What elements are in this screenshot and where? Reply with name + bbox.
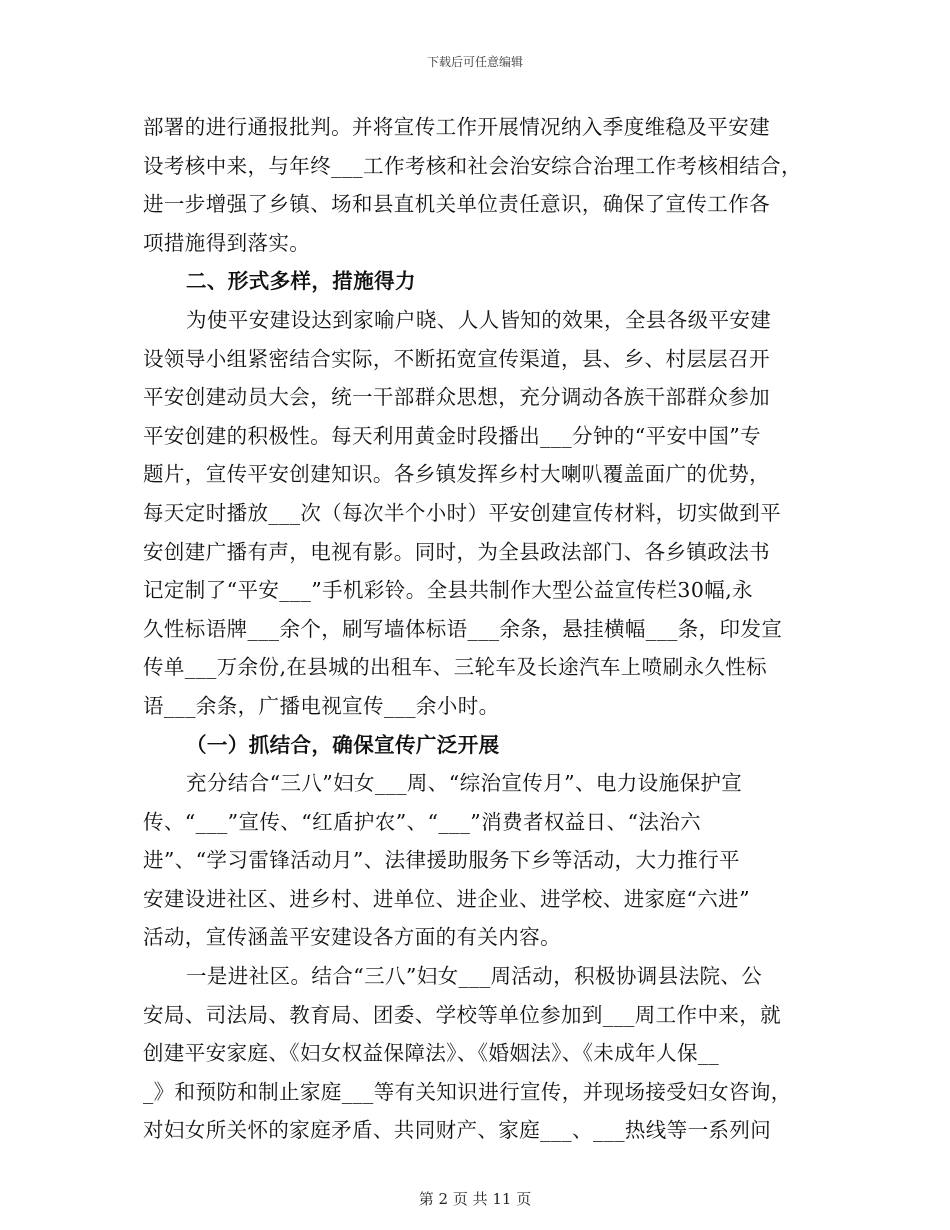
document-body (143, 108, 815, 1150)
paragraph-line: 题片，宣传平安创建知识。各乡镇发挥乡村大喇叭覆盖面广的优势， (143, 462, 770, 487)
paragraph-line: 活动，宣传涵盖平安建设各方面的有关内容。 (143, 925, 561, 950)
paragraph-line: 一是进社区。结合“三八”妇女___周活动，积极协调县法院、公 (186, 964, 763, 989)
paragraph-line: 每天定时播放___次（每次半个小时）平安创建宣传材料，切实做到平 (143, 500, 782, 525)
paragraph-line: 平安创建动员大会，统一干部群众思想，充分调动各族干部群众参加 (143, 385, 770, 410)
paragraph-line: 久性标语牌___余个，刷写墙体标语___余条，悬挂横幅___条，印发宣 (143, 616, 783, 641)
paragraph-line: 记定制了“平安___”手机彩铃。全县共制作大型公益宣传栏30幅,永 (143, 578, 754, 603)
paragraph-line: 设考核中来，与年终___工作考核和社会治安综合治理工作考核相结合， (143, 153, 802, 178)
section-heading: 二、形式多样，措施得力 (186, 269, 416, 294)
page-header: 下载后可任意编辑 (426, 55, 523, 69)
paragraph-line: 为使平安建设达到家喻户晓、人人皆知的效果，全县各级平安建 (186, 307, 772, 332)
paragraph-line: 安局、司法局、教育局、团委、学校等单位参加到___周工作中来，就 (143, 1002, 782, 1027)
paragraph-line: _》和预防和制止家庭___等有关知识进行宣传，并现场接受妇女咨询， (143, 1079, 792, 1104)
paragraph-line: 项措施得到落实。 (143, 230, 311, 255)
paragraph-line: 传单___万余份,在县城的出租车、三轮车及长途汽车上喷刷永久性标 (143, 655, 768, 680)
paragraph-line: 部署的进行通报批判。并将宣传工作开展情况纳入季度维稳及平安建 (143, 115, 770, 139)
page-footer: 第 2 页 共 11 页 (418, 1190, 532, 1208)
paragraph-line: 创建平安家庭、《妇女权益保障法》、《婚姻法》、《未成年人保__ (143, 1041, 720, 1066)
paragraph-line: 安创建广播有声，电视有影。同时，为全县政法部门、各乡镇政法书 (143, 539, 770, 564)
paragraph-line: 语___余条，广播电视宣传___余小时。 (143, 693, 500, 718)
paragraph-line: 充分结合“三八”妇女___周、“综治宣传月”、电力设施保护宣 (186, 771, 743, 796)
paragraph-line: 设领导小组紧密结合实际，不断拓宽宣传渠道，县、乡、村层层召开 (143, 346, 770, 371)
paragraph-line: 进”、“学习雷锋活动月”、法律援助服务下乡等活动，大力推行平 (143, 848, 740, 873)
paragraph-line: 平安创建的积极性。每天利用黄金时段播出___分钟的“平安中国”专 (143, 423, 762, 448)
paragraph-line: 对妇女所关怀的家庭矛盾、共同财产、家庭___、___热线等一系列问 (143, 1118, 772, 1143)
section-heading: （一）抓结合，确保宣传广泛开展 (186, 732, 500, 757)
paragraph-line: 进一步增强了乡镇、场和县直机关单位责任意识，确保了宣传工作各 (143, 192, 770, 217)
paragraph-line: 传、“___”宣传、“红盾护农”、“___”消费者权益日、“法治六 (143, 809, 702, 834)
paragraph-line: 安建设进社区、进乡村、进单位、进企业、进学校、进家庭“六进” (143, 886, 750, 911)
